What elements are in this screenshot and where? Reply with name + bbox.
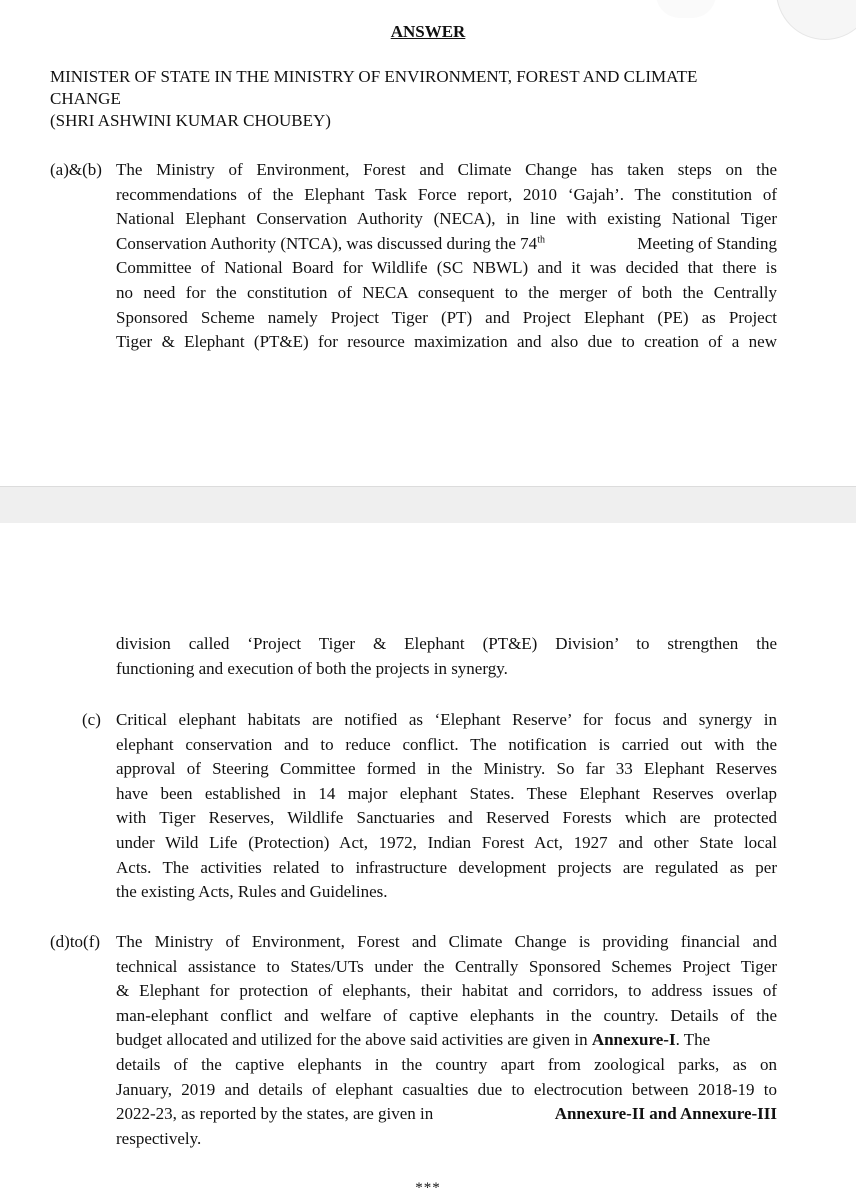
text-line: functioning and execution of both the projects in synergy. <box>116 658 508 678</box>
minister-title-line2: CHANGE <box>50 89 121 108</box>
document-page-1 <box>0 0 856 486</box>
text-line: Sponsored Scheme namely Project Tiger (PT) and Project Elephant (PE) as Project <box>116 307 777 327</box>
corner-overlay-shadow <box>656 0 716 18</box>
text-line: no need for the constitution of NECA consequent to the merger of both the Centrally <box>116 282 777 302</box>
page-break-gap <box>0 486 856 524</box>
text-line: have been established in 14 major elephant States. These Elephant Reserves overlap <box>116 783 777 803</box>
text-line: division called ‘Project Tiger & Elephant (PT&E) Division’ to strengthen the <box>116 634 777 653</box>
text-line: recommendations of the Elephant Task Force report, 2010 ‘Gajah’. The constitution of <box>116 184 777 204</box>
part-df-paragraph <box>116 930 777 1151</box>
text-line: January, 2019 and details of elephant casualties due to electrocution between 2018-19 to <box>116 1079 777 1099</box>
text-line <box>116 1102 777 1127</box>
text-line: approval of Steering Committee formed in the Ministry. So far 33 Elephant Reserves <box>116 759 777 779</box>
text-line: respectively. <box>116 1128 202 1148</box>
annexure-ii-iii-ref: Annexure-II and Annexure-III <box>554 1104 777 1124</box>
text-line: Tiger & Elephant (PT&E) for resource maximization and also due to creation of a new <box>116 332 777 352</box>
part-c-paragraph <box>116 708 777 905</box>
text-line: elephant conservation and to reduce conflict. The notification is carried out with the <box>116 734 777 754</box>
text-segment: budget allocated and utilized for the above said activities are given in Annexure-I. The <box>116 1030 711 1050</box>
text-line: The Ministry of Environment, Forest and Climate Change is providing financial and <box>116 932 777 951</box>
text-line: details of the captive elephants in the country apart from zoological parks, as on <box>116 1054 777 1074</box>
text-line: with Tiger Reserves, Wildlife Sanctuaries and Reserved Forests which are protected <box>116 808 777 828</box>
part-ab-paragraph <box>116 158 777 355</box>
superscript: th <box>537 234 545 246</box>
text-line: the existing Acts, Rules and Guidelines. <box>116 882 388 902</box>
part-df-label: (d)to(f) <box>50 932 101 951</box>
minister-title-line1: MINISTER OF STATE IN THE MINISTRY OF ENVIRONMENT, FOREST AND CLIMATE <box>50 67 698 86</box>
part-ab-label: (a)&(b) <box>50 160 102 179</box>
text-line: & Elephant for protection of elephants, their habitat and corridors, to address issues of <box>116 981 777 1001</box>
text-line: The Ministry of Environment, Forest and Climate Change has taken steps on the <box>116 160 777 179</box>
text-line <box>116 232 777 257</box>
text-line: Committee of National Board for Wildlife (SC NBWL) and it was decided that there is <box>116 258 777 278</box>
annexure-i-ref: Annexure-I <box>591 1030 676 1050</box>
minister-block <box>50 66 810 132</box>
part-ab-continued <box>116 632 777 681</box>
text-line: under Wild Life (Protection) Act, 1972, Indian Forest Act, 1927 and other State local <box>116 832 777 852</box>
text-line: technical assistance to States/UTs under the Centrally Sponsored Schemes Project Tiger <box>116 956 777 976</box>
text-line: Acts. The activities related to infrastructure development projects are regulated as per <box>116 857 777 877</box>
text-segment: 2022-23, as reported by the states, are given in <box>116 1104 434 1124</box>
text-line <box>116 1028 777 1053</box>
text-line: National Elephant Conservation Authority (NECA), in line with existing National Tiger <box>116 209 777 229</box>
minister-name: (SHRI ASHWINI KUMAR CHOUBEY) <box>50 111 331 130</box>
text-segment: Conservation Authority (NTCA), was discussed during the 74th <box>116 233 545 253</box>
end-marker: *** <box>415 1180 441 1196</box>
text-line: man-elephant conflict and welfare of captive elephants in the country. Details of the <box>116 1005 777 1025</box>
text-line: Critical elephant habitats are notified as ‘Elephant Reserve’ for focus and synergy in <box>116 710 777 729</box>
part-c-label: (c) <box>82 710 101 729</box>
answer-heading: ANSWER <box>390 22 466 41</box>
text-segment: Meeting of Standing <box>637 233 777 253</box>
